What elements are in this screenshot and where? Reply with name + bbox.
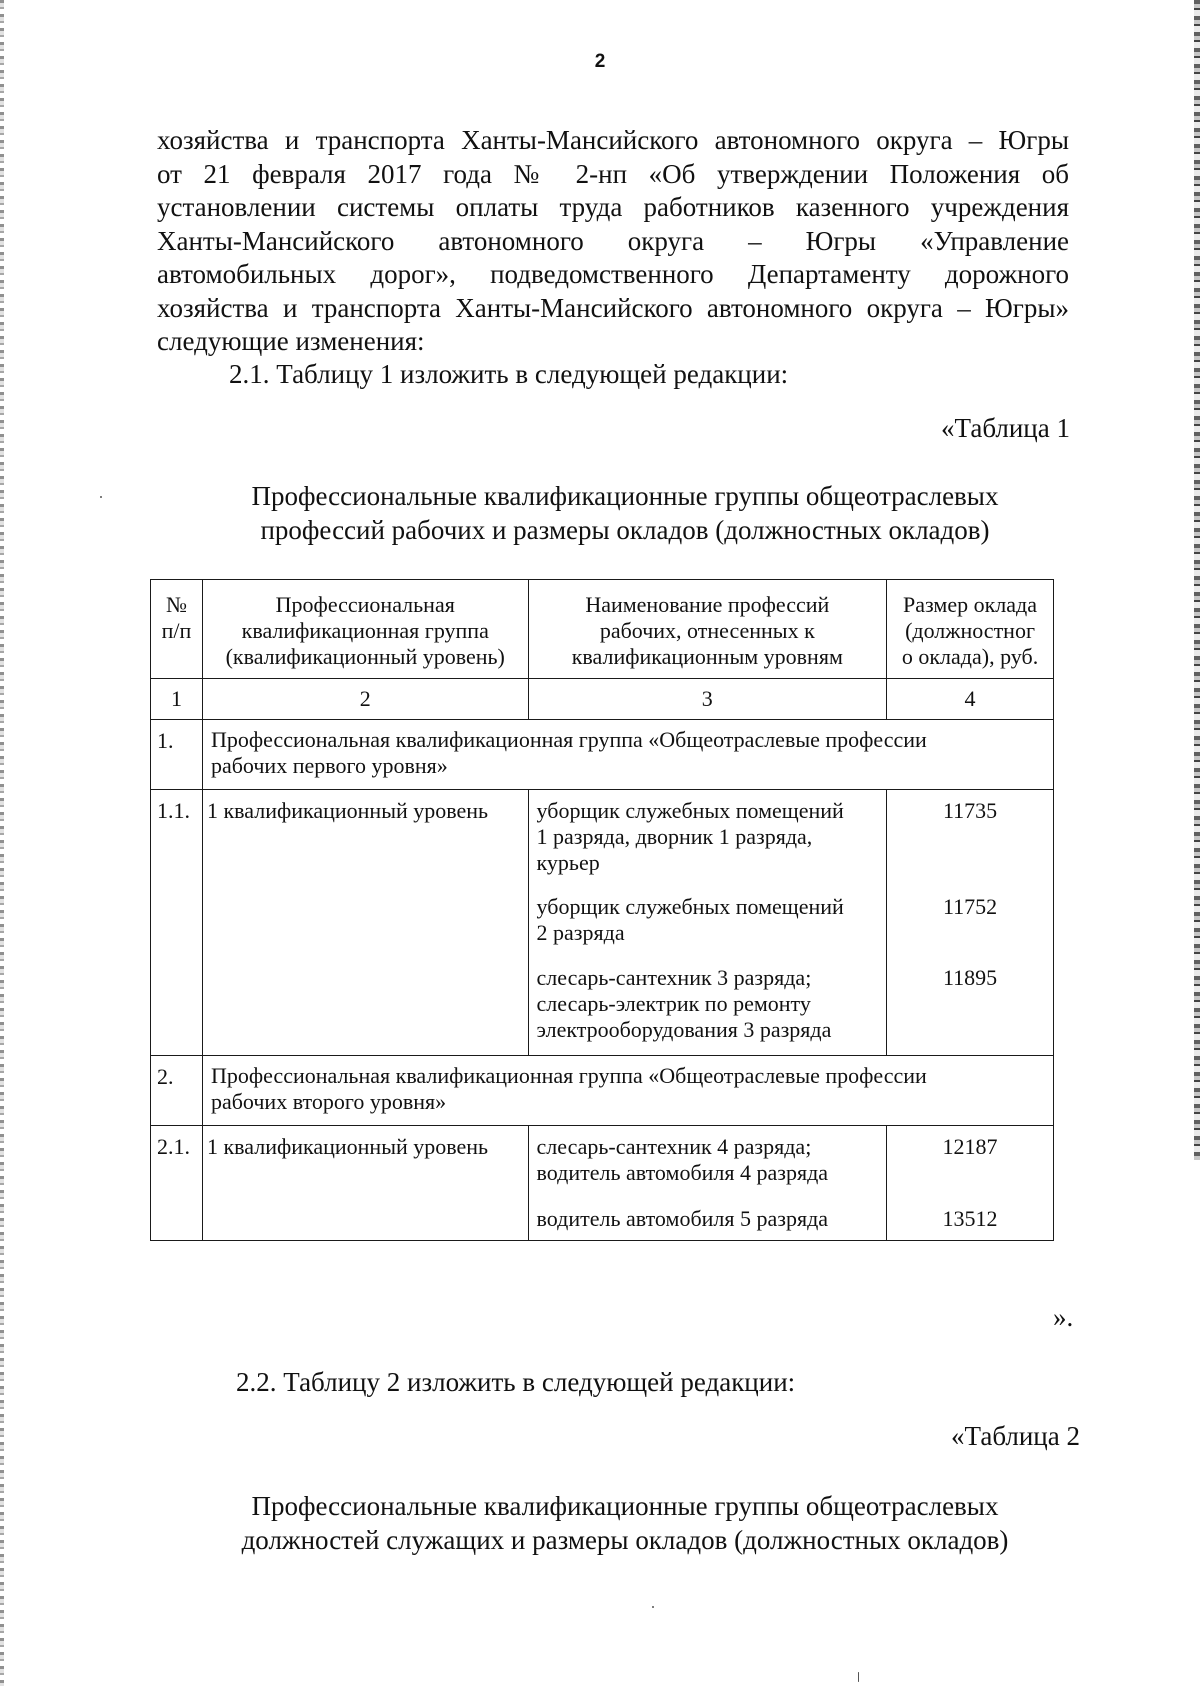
intro-line: автомобильных дорог», подведомственного Департаменту дорожного [157,259,1069,289]
intro-line: хозяйства и транспорта Ханты-Мансийского автономного округа – Югры [157,125,1069,155]
caption-line: Профессиональные квалификационные группы общеотраслевых [251,1491,999,1521]
profession-entry: водитель автомобиля 5 разряда [536,1206,829,1231]
header-cell-group: Профессиональная квалификационная группа (квалификационный уровень) [202,580,528,679]
level-name: 1 квалификационный уровень [202,1126,528,1241]
level-number: 1.1. [151,790,203,1056]
table-2-caption [160,1489,1090,1557]
level-number: 2.1. [151,1126,203,1241]
group-number: 2. [151,1056,203,1126]
professions-cell [528,790,887,1056]
intro-line: установлении системы оплаты труда работников казенного учреждения [157,192,1069,222]
profession-entry: слесарь-сантехник 3 разряда; слесарь-электрик по ремонту электрооборудования 3 разряда [536,965,832,1042]
profession-entry: уборщик служебных помещений 1 разряда, дворник 1 разряда, курьер [536,798,844,875]
level-row [151,790,1054,1056]
section-2-1-text: 2.1. Таблицу 1 изложить в следующей редакции: [229,359,789,389]
caption-line: профессий рабочих и размеры окладов (должностных окладов) [260,515,990,545]
level-row [151,1126,1054,1241]
page-number: 2 [594,51,606,72]
header-cell-number: № п/п [151,580,203,679]
professions-cell [528,1126,887,1241]
level-name: 1 квалификационный уровень [202,790,528,1056]
salary-cell [887,1126,1054,1241]
table-1 [150,579,1054,1241]
group-row [151,720,1054,790]
header-cell-professions: Наименование профессий рабочих, отнесенных к квалификационным уровням [528,580,887,679]
table-2-reference: «Таблица 2 [951,1421,1080,1451]
salary-cell [887,790,1054,1056]
table-header-row [151,580,1054,679]
scan-edge-right [1194,0,1200,1160]
index-cell: 2 [202,679,528,720]
section-2-2-text: 2.2. Таблицу 2 изложить в следующей редакции: [236,1367,796,1397]
caption-line: Профессиональные квалификационные группы общеотраслевых [251,481,999,511]
intro-paragraph [157,124,1069,359]
salary-value: 11752 [942,894,998,919]
profession-entry: слесарь-сантехник 4 разряда; водитель автомобиля 4 разряда [536,1134,829,1185]
intro-line: от 21 февраля 2017 года № 2-нп «Об утверждении Положения об [157,158,1069,189]
table-1-caption [160,479,1090,547]
scan-speck [100,496,102,498]
group-row [151,1056,1054,1126]
salary-value: 11735 [942,798,998,823]
group-number: 1. [151,720,203,790]
salary-value: 13512 [942,1206,998,1231]
table-index-row [151,679,1054,720]
intro-line: Ханты-Мансийского автономного округа – Югры «Управление [157,225,1069,256]
index-cell: 4 [887,679,1054,720]
intro-line: следующие изменения: [157,326,425,356]
scan-edge-left [0,0,4,1686]
index-cell: 1 [151,679,203,720]
scan-speck [652,1606,654,1608]
header-cell-salary: Размер оклада (должностног о оклада), руб. [887,580,1054,679]
scan-speck [858,1672,859,1682]
group-title: Профессиональная квалификационная группа «Общеотраслевые профессии рабочих второго уровня» [202,1056,1053,1126]
group-title: Профессиональная квалификационная группа «Общеотраслевые профессии рабочих первого уровня» [202,720,1053,790]
profession-entry: уборщик служебных помещений 2 разряда [536,894,844,945]
intro-line: хозяйства и транспорта Ханты-Мансийского автономного округа – Югры» [157,292,1069,323]
table-1-close-quote: ». [1053,1302,1074,1332]
table-1-reference: «Таблица 1 [941,413,1070,443]
caption-line: должностей служащих и размеры окладов (должностных окладов) [241,1525,1009,1555]
index-cell: 3 [528,679,887,720]
salary-value: 11895 [942,965,998,990]
salary-value: 12187 [942,1134,998,1159]
